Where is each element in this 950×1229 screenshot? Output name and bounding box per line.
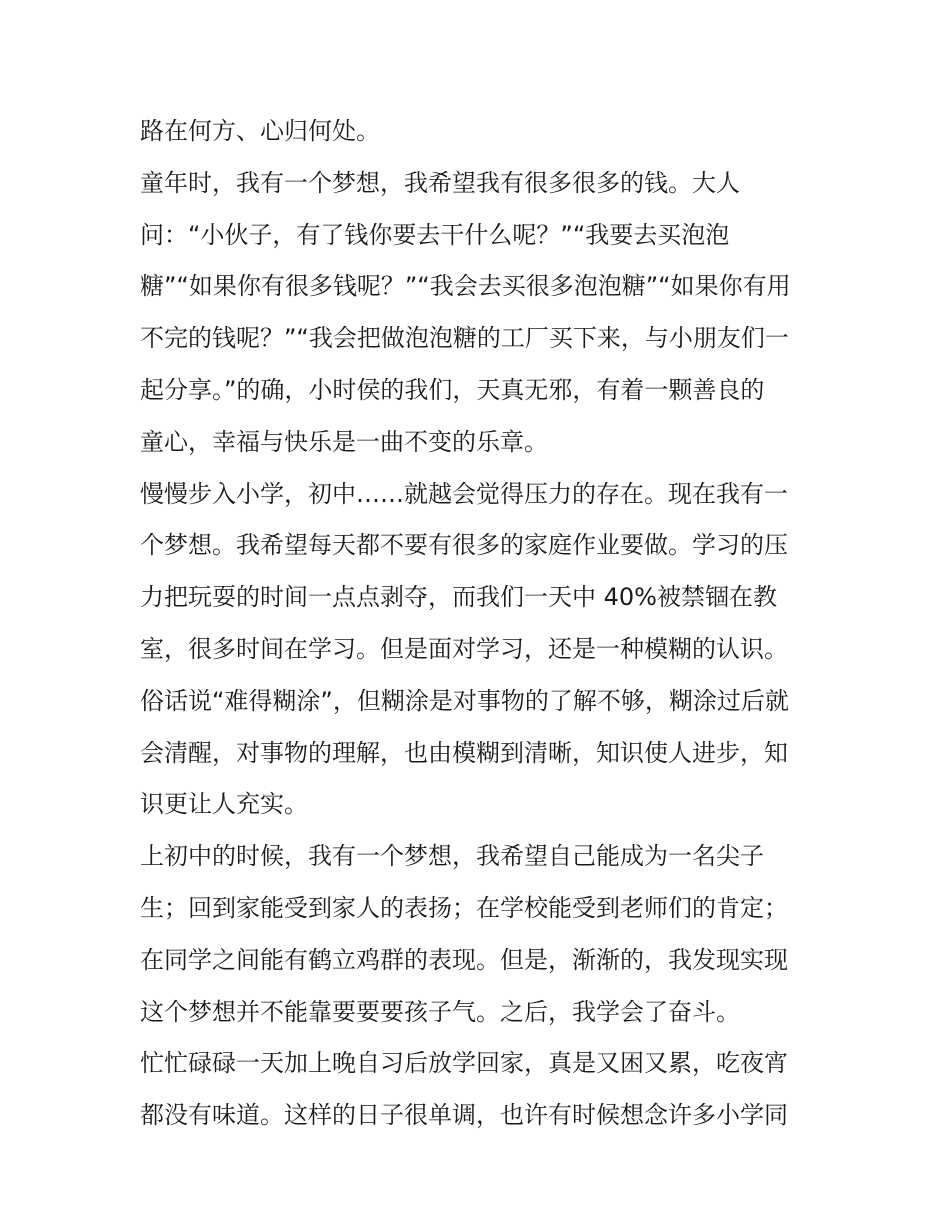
text-line: 个梦想。我希望每天都不要有很多的家庭作业要做。学习的压 <box>140 531 788 560</box>
text-line: 童心，幸福与快乐是一曲不变的乐章。 <box>140 427 548 456</box>
text-line: 童年时，我有一个梦想，我希望我有很多很多的钱。大人 <box>140 168 740 197</box>
text-line: 在同学之间能有鹤立鸡群的表现。但是，渐渐的，我发现实现 <box>140 945 788 974</box>
text-line: 起分享。”的确，小时侯的我们，天真无邪，有着一颗善良的 <box>140 375 765 404</box>
text-line: 会清醒，对事物的理解，也由模糊到清晰，知识使人进步，知 <box>140 738 788 767</box>
text-line: 室，很多时间在学习。但是面对学习，还是一种模糊的认识。 <box>140 634 788 663</box>
text-line: 生；回到家能受到家人的表扬；在学校能受到老师们的肯定； <box>140 893 788 922</box>
text-line: 这个梦想并不能靠要要要孩子气。之后，我学会了奋斗。 <box>140 997 740 1026</box>
text-line: 忙忙碌碌一天加上晚自习后放学回家，真是又困又累，吃夜宵 <box>140 1049 788 1078</box>
text-line: 问：“小伙子，有了钱你要去干什么呢？”“我要去买泡泡 <box>140 220 730 249</box>
text-line: 都没有味道。这样的日子很单调，也许有时候想念许多小学同 <box>140 1101 788 1130</box>
text-line: 识更让人充实。 <box>140 790 308 819</box>
text-line: 不完的钱呢？”“我会把做泡泡糖的工厂买下来，与小朋友们一 <box>140 324 789 353</box>
text-line: 力把玩耍的时间一点点剥夺，而我们一天中 40%被禁锢在教 <box>140 583 777 612</box>
text-line: 慢慢步入小学，初中……就越会觉得压力的存在。现在我有一 <box>140 479 788 508</box>
document-body-text <box>140 106 812 1142</box>
text-line: 俗话说“难得糊涂”，但糊涂是对事物的了解不够，糊涂过后就 <box>140 686 789 715</box>
text-line: 糖”“如果你有很多钱呢？”“我会去买很多泡泡糖”“如果你有用 <box>140 272 791 301</box>
text-line: 上初中的时候，我有一个梦想，我希望自己能成为一名尖子 <box>140 842 764 871</box>
text-line: 路在何方、心归何处。 <box>140 117 380 145</box>
